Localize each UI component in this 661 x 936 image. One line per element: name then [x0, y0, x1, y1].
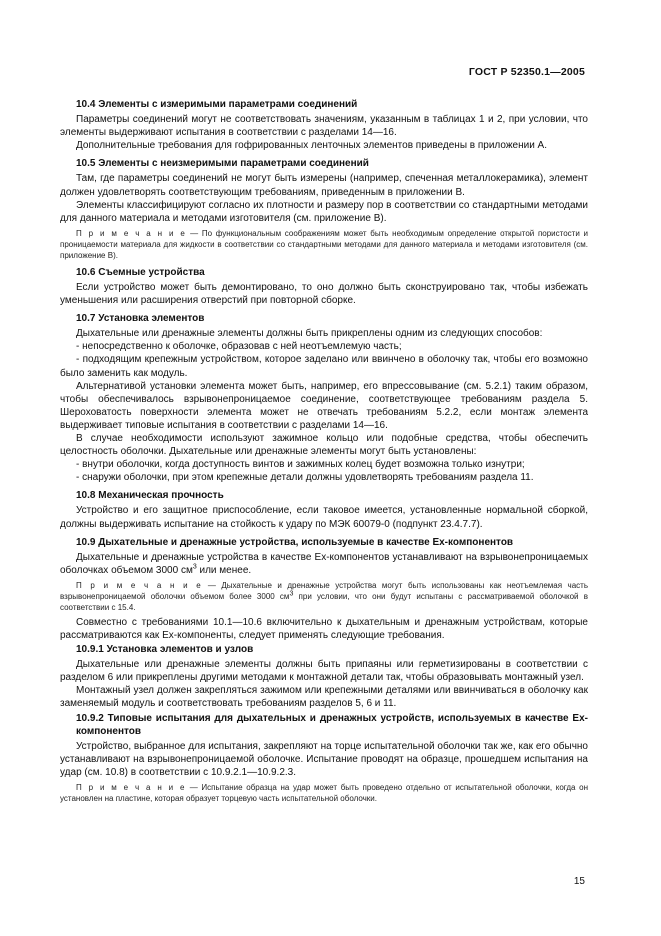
section-10-9-2-para-1: Устройство, выбранное для испытания, закрепляют на торце испытательной оболочки так же, как его обычно устанавливают на взрывонепроницаемой оболочке. Испытание проводят на образце, прошедшем испытания на удар (см. 10.8) в соответствии с 10.9.2.1—10.9.2.3. — [60, 740, 588, 778]
superscript: 3 — [192, 563, 197, 571]
section-10-9-para-2: Совместно с требованиями 10.1—10.6 включительно к дыхательным и дренажным устройствам, которые рассматриваются как Ex-компоненты, следует применять следующие требования. — [60, 616, 588, 641]
section-10-9-para-1 — [60, 551, 588, 577]
page-content — [60, 93, 588, 807]
note-text: — По функциональным соображениям может быть необходимым определение открытой пористости и проницаемости материала для жидкости в соответствии со стандартными методами для данного материала и методами изготовителя (см. приложение В). — [60, 228, 588, 260]
section-10-5-note — [60, 228, 588, 261]
section-10-4-title: 10.4 Элементы с измеримыми параметрами соединений — [76, 99, 358, 110]
section-10-4-para-1: Параметры соединений могут не соответствовать значениям, указанным в таблицах 1 и 2, при условии, что элементы выдерживают испытания в соответствии с разделами 14—16. — [60, 114, 588, 139]
section-10-9-2-note — [60, 782, 588, 804]
section-10-7-list-item-3: - внутри оболочки, когда доступность винтов и зажимных колец будет возможна только изнутри; — [76, 459, 525, 471]
section-10-9-1-para-1: Дыхательные или дренажные элементы должны быть припаяны или герметизированы в соответствии с разделом 6 или прикреплены другими методами к монтажной детали так, чтобы образовывать монтажный узел. — [60, 659, 588, 684]
section-10-9-note — [60, 580, 588, 613]
section-10-7-list-item-4: - снаружи оболочки, при этом крепежные детали должны удовлетворять требованиям раздела 11. — [76, 472, 534, 484]
section-10-7-list-item-1: - непосредственно к оболочке, образовав с ней неотъемлемую часть; — [76, 341, 402, 353]
note-text-b: при условии, что они будут испытаны с рассматриваемой оболочкой в соответствии с 15.4. — [60, 591, 588, 612]
section-10-5-title: 10.5 Элементы с неизмеримыми параметрами соединений — [76, 158, 369, 170]
note-label: П р и м е ч а н и е — [76, 228, 187, 238]
note-superscript: 3 — [289, 590, 294, 598]
section-10-5-para-2: Элементы классифицируют согласно их плотности и размеру пор в соответствии со стандартными методами для данного материала и методами изготовителя (см. приложение В). — [60, 199, 588, 224]
section-10-7-para-2: Альтернативой установки элемента может быть, например, его впрессовывание (см. 5.2.1) таким образом, чтобы обеспечивалось взрывонепроницаемое соединение, соответствующее требованиям раздела 5. Шероховатость поверхности элемента может не отвечать требованиям 5.2.2, если монтаж элемента выдерживает типовые испытания в соответствии с разделами 14—16. — [60, 380, 588, 431]
note-label: П р и м е ч а н и е — [76, 783, 187, 793]
section-10-7-para-3: В случае необходимости используют зажимное кольцо или подобные средства, чтобы обеспечить целостность оболочки. Дыхательные или дренажные элементы могут быть установлены: — [60, 432, 588, 458]
section-10-9-1-para-2: Монтажный узел должен закрепляться зажимом или крепежными деталями или ввинчиваться в оболочку как заменяемый модуль и соответствовать требованиям разделов 5, 6 и 11. — [60, 685, 588, 710]
section-10-9-title: 10.9 Дыхательные и дренажные устройства, используемые в качестве Ex-компонентов — [76, 536, 514, 548]
document-id: ГОСТ Р 52350.1—2005 — [468, 66, 585, 78]
section-10-5-para-1: Там, где параметры соединений не могут быть измерены (например, спеченная металлокерамика), элемент должен удовлетворять соответствующим требованиям, приведенным в приложении В. — [60, 173, 588, 198]
section-10-6-title: 10.6 Съемные устройства — [76, 266, 205, 278]
page-number: 15 — [573, 876, 585, 887]
section-10-8-para-1: Устройство и его защитное приспособление, если таковое имеется, установленные нормальной сборкой, должны выдерживать испытание на стойкость к удару по МЭК 60079-0 (подпункт 23.4.7.7). — [60, 505, 588, 530]
note-text-a: — Дыхательные и дренажные устройства могут быть использованы как неотъемлемая часть взрывонепроницаемой оболочки объемом более 3000 см — [60, 580, 588, 601]
note-text: — Испытание образца на удар может быть проведено отдельно от испытательной оболочки, когда он установлен на пластине, которая образует торцевую часть испытательной оболочки. — [60, 783, 588, 804]
section-10-9-1-title: 10.9.1 Установка элементов и узлов — [76, 644, 254, 656]
section-10-7-title: 10.7 Установка элементов — [76, 313, 205, 325]
para-text-a: Дыхательные и дренажные устройства в качестве Ex-компонентов устанавливают на взрывонепроницаемых оболочках объемом 3000 см — [60, 551, 588, 576]
note-label: П р и м е ч а н и е — [76, 580, 203, 590]
section-10-8-title: 10.8 Механическая прочность — [76, 490, 224, 502]
section-10-9-2-title: 10.9.2 Типовые испытания для дыхательных и дренажных устройств, используемых в качестве Ex-компонентов — [76, 712, 588, 737]
section-10-6-para-1: Если устройство может быть демонтировано, то оно должно быть сконструировано так, чтобы избежать уменьшения или расширения отверстий при повторной сборке. — [60, 281, 588, 307]
section-10-7-list-item-2: - подходящим крепежным устройством, которое заделано или ввинчено в оболочку так, чтобы его возможно было заменить как модуль. — [60, 354, 588, 379]
para-text-b: или менее. — [196, 564, 252, 576]
section-10-7-para-1: Дыхательные или дренажные элементы должны быть прикреплены одним из следующих способов: — [76, 328, 543, 340]
section-10-4-para-2: Дополнительные требования для гофрированных ленточных элементов приведены в приложении А. — [76, 140, 548, 152]
